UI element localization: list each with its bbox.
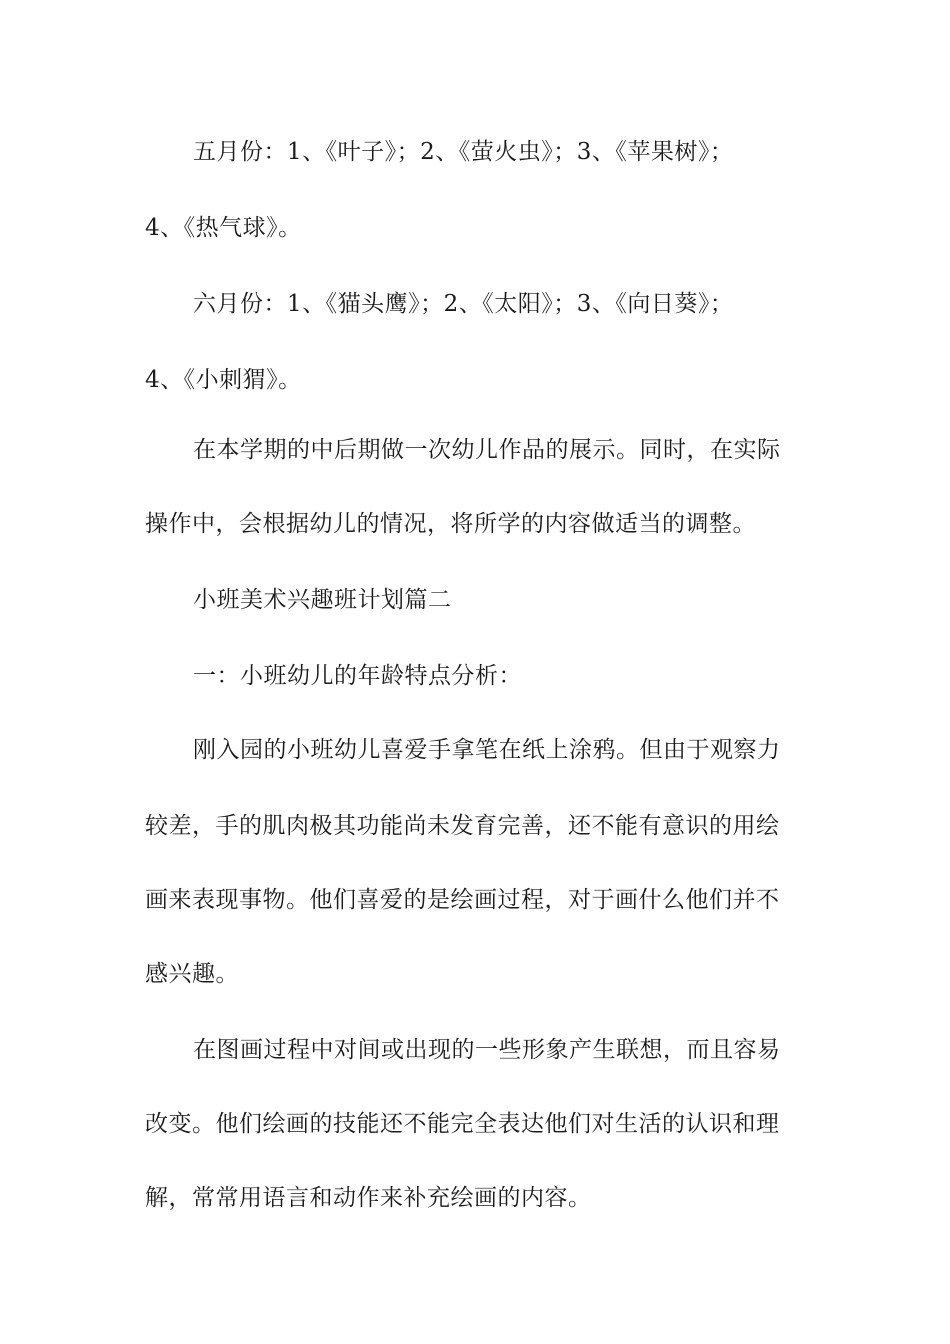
text-line-may-list-cont: 4、《热气球》。 [145, 215, 302, 241]
text-line-exhibition-cont: 操作中，会根据幼儿的情况，将所学的内容做适当的调整。 [145, 511, 756, 537]
text-line-exhibition: 在本学期的中后期做一次幼儿作品的展示。同时，在实际 [193, 437, 781, 463]
text-line-para1-1: 刚入园的小班幼儿喜爱手拿笔在纸上涂鸦。但由于观察力 [193, 737, 781, 763]
section-title: 小班美术兴趣班计划篇二 [193, 587, 452, 613]
text-line-para2-3: 解，常常用语言和动作来补充绘画的内容。 [145, 1185, 592, 1211]
text-line-june-list: 六月份：1、《猫头鹰》；2、《太阳》；3、《向日葵》； [193, 291, 734, 317]
text-line-para1-3: 画来表现事物。他们喜爱的是绘画过程，对于画什么他们并不 [145, 887, 780, 913]
text-line-para2-1: 在图画过程中对间或出现的一些形象产生联想，而且容易 [193, 1037, 781, 1063]
text-line-para2-2: 改变。他们绘画的技能还不能完全表达他们对生活的认识和理 [145, 1111, 780, 1137]
text-line-june-list-cont: 4、《小刺猬》。 [145, 367, 302, 393]
text-line-para1-2: 较差，手的肌肉极其功能尚未发育完善，还不能有意识的用绘 [145, 813, 780, 839]
text-line-may-list: 五月份：1、《叶子》；2、《萤火虫》；3、《苹果树》； [193, 139, 734, 165]
text-line-para1-4: 感兴趣。 [145, 961, 239, 987]
subsection-heading: 一：小班幼儿的年龄特点分析： [193, 663, 522, 689]
